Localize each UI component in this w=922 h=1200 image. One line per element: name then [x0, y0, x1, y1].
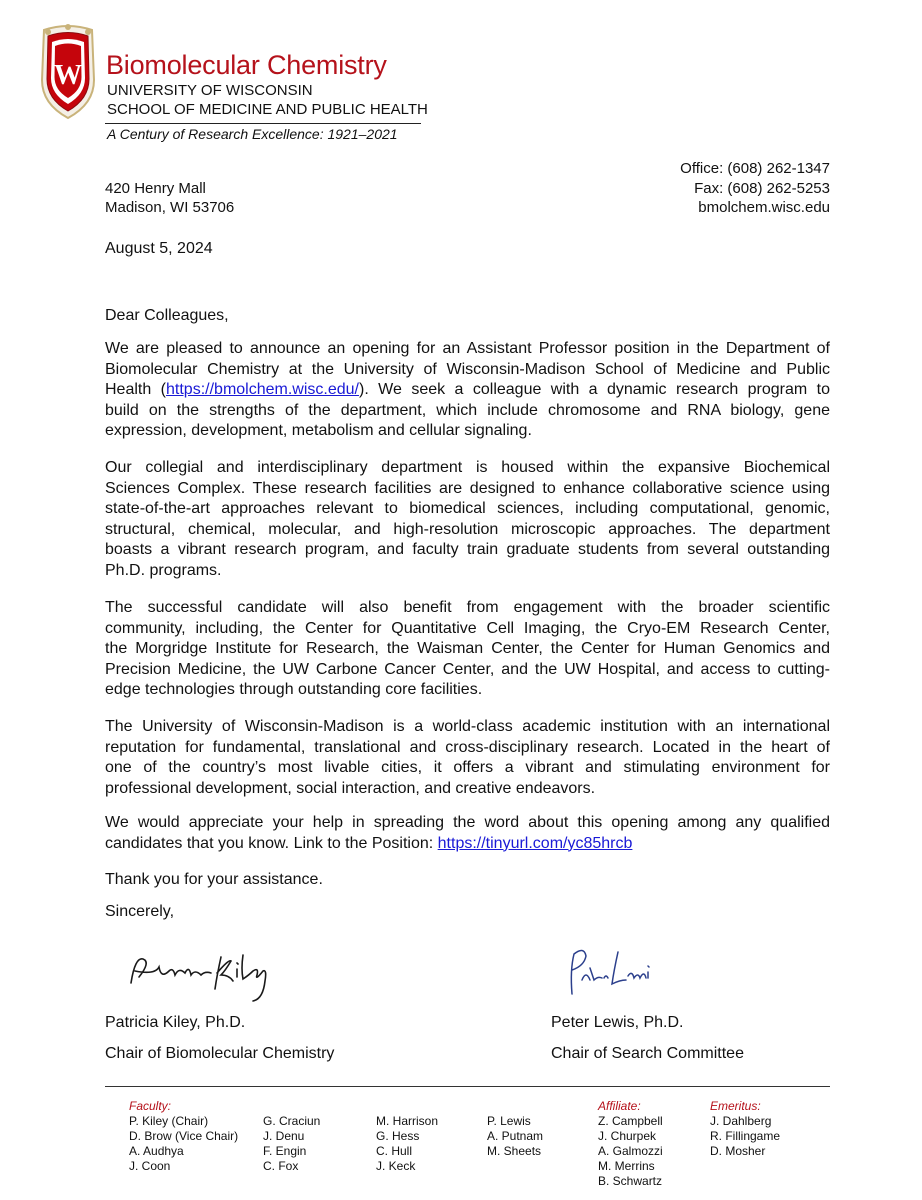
faculty-member: G. Hess: [376, 1129, 420, 1143]
tagline: A Century of Research Excellence: 1921–2021: [107, 126, 398, 142]
paragraph-4: [105, 717, 830, 799]
p1-line-2: Biomolecular Chemistry at the University of Wisconsin-Madison School of Medicine and Public: [105, 360, 830, 378]
faculty-column-3: [376, 1114, 438, 1174]
paragraph-2: [105, 458, 830, 582]
p2-line-5: boasts a vibrant research program, and faculty train graduate students from several outstanding: [105, 541, 830, 559]
p5-line-1: We would appreciate your help in spreading the word about this opening among any qualified: [105, 814, 830, 831]
p4-line-3: one of the country’s most livable cities, it offers a vibrant and stimulating environment for: [105, 759, 830, 777]
street-address: 420 Henry Mall: [105, 180, 206, 197]
faculty-column-1: [129, 1114, 238, 1174]
emeritus-member: J. Dahlberg: [710, 1114, 772, 1128]
department-website-link[interactable]: https://bmolchem.wisc.edu/: [166, 381, 359, 399]
faculty-member: P. Kiley (Chair): [129, 1114, 209, 1128]
paragraph-3: [105, 598, 830, 701]
affiliate-member: M. Merrins: [598, 1159, 655, 1173]
p4-line-2: reputation for fundamental, translational and cross-disciplinary research. Located in the heart of: [105, 738, 830, 756]
p3-line-1: The successful candidate will also benefit from engagement with the broader scientific: [105, 599, 830, 616]
p1-line-3-pre: Health (: [105, 381, 167, 399]
p2-line-2: Sciences Complex. These research facilities are designed to enhance collaborative science using: [105, 479, 830, 497]
signature-peter-lewis: [560, 940, 660, 1000]
uw-crest-logo: [36, 24, 100, 120]
faculty-member: C. Hull: [376, 1144, 413, 1158]
signer-1-name: Patricia Kiley, Ph.D.: [105, 1014, 246, 1031]
position-link[interactable]: https://tinyurl.com/yc85hrcb: [437, 834, 633, 852]
faculty-member: J. Coon: [129, 1159, 171, 1173]
footer-divider: [105, 1086, 830, 1087]
emeritus-column: [710, 1114, 780, 1159]
p3-line-2: community, including, the Center for Quantitative Cell Imaging, the Cryo-EM Research Center,: [105, 619, 830, 637]
website: bmolchem.wisc.edu: [698, 199, 830, 216]
faculty-member: G. Craciun: [263, 1114, 321, 1128]
faculty-member: M. Harrison: [376, 1114, 439, 1128]
affiliate-member: A. Galmozzi: [598, 1144, 663, 1158]
faculty-column-4: [487, 1114, 543, 1159]
school-name: SCHOOL OF MEDICINE AND PUBLIC HEALTH: [107, 101, 428, 118]
affiliate-member: Z. Campbell: [598, 1114, 663, 1128]
faculty-member: A. Putnam: [487, 1129, 544, 1143]
office-phone: Office: (608) 262-1347: [680, 160, 830, 177]
emeritus-member: R. Fillingame: [710, 1129, 781, 1143]
fax-number: Fax: (608) 262-5253: [694, 180, 830, 197]
closing: Sincerely,: [105, 903, 175, 920]
faculty-member: J. Denu: [263, 1129, 305, 1143]
signer-2-name: Peter Lewis, Ph.D.: [551, 1014, 684, 1031]
faculty-member: M. Sheets: [487, 1144, 542, 1158]
p3-line-4: Precision Medicine, the UW Carbone Cancer Center, and the UW Hospital, and access to cutting-: [105, 660, 830, 678]
signature-patricia-kiley: [125, 945, 275, 1005]
crest-letter: W: [54, 60, 82, 91]
p2-line-4: structural, chemical, molecular, and high-resolution microscopic approaches. The department: [105, 520, 830, 538]
p1-line-5: expression, development, metabolism and cellular signaling.: [105, 422, 532, 440]
p1-line-4: build on the strengths of the department, which include chromosome and RNA biology, gene: [105, 401, 830, 419]
university-name: UNIVERSITY OF WISCONSIN: [107, 82, 313, 99]
p1-line-1: We are pleased to announce an opening for an Assistant Professor position in the Department of: [105, 340, 830, 357]
p3-line-3: the Morgridge Institute for Research, the Waisman Center, the Center for Human Genomics and: [105, 640, 830, 658]
emeritus-label: Emeritus:: [710, 1099, 761, 1113]
faculty-column-2: [263, 1114, 320, 1174]
p2-line-6: Ph.D. programs.: [105, 561, 222, 579]
p1-line-3-post: ). We seek a colleague with a dynamic research program to: [358, 381, 831, 399]
department-name: Biomolecular Chemistry: [106, 50, 387, 80]
signer-1-title: Chair of Biomolecular Chemistry: [105, 1045, 335, 1062]
faculty-member: D. Brow (Vice Chair): [129, 1129, 239, 1143]
thanks-line: Thank you for your assistance.: [105, 871, 323, 888]
p5-line-2: [105, 834, 830, 855]
p4-line-4: professional development, social interaction, and creative endeavors.: [105, 779, 596, 797]
faculty-member: J. Keck: [376, 1159, 416, 1173]
paragraph-1: [105, 339, 830, 442]
affiliate-label: Affiliate:: [598, 1099, 641, 1113]
letter-date: August 5, 2024: [105, 240, 213, 257]
p3-line-5: edge technologies through outstanding core facilities.: [105, 681, 483, 699]
faculty-member: P. Lewis: [487, 1114, 531, 1128]
p1-line-3: [105, 380, 830, 401]
salutation: Dear Colleagues,: [105, 307, 229, 324]
affiliate-member: J. Churpek: [598, 1129, 657, 1143]
signer-2-title: Chair of Search Committee: [551, 1045, 744, 1062]
faculty-member: C. Fox: [263, 1159, 299, 1173]
p2-line-3: state-of-the-art approaches relevant to biomedical sciences, including computational, genomic,: [105, 500, 830, 518]
affiliate-member: B. Schwartz: [598, 1174, 663, 1188]
emeritus-member: D. Mosher: [710, 1144, 766, 1158]
faculty-member: F. Engin: [263, 1144, 307, 1158]
faculty-member: A. Audhya: [129, 1144, 184, 1158]
city-address: Madison, WI 53706: [105, 199, 235, 216]
p5-line-2-pre: candidates that you know. Link to the Position:: [105, 834, 438, 852]
letterhead-divider: [105, 123, 421, 124]
p4-line-1: The University of Wisconsin-Madison is a world-class academic institution with an international: [105, 718, 830, 735]
affiliate-column: [598, 1114, 663, 1189]
faculty-label: Faculty:: [129, 1099, 172, 1113]
p2-line-1: Our collegial and interdisciplinary department is housed within the expansive Biochemical: [105, 459, 830, 476]
paragraph-5: [105, 813, 830, 854]
